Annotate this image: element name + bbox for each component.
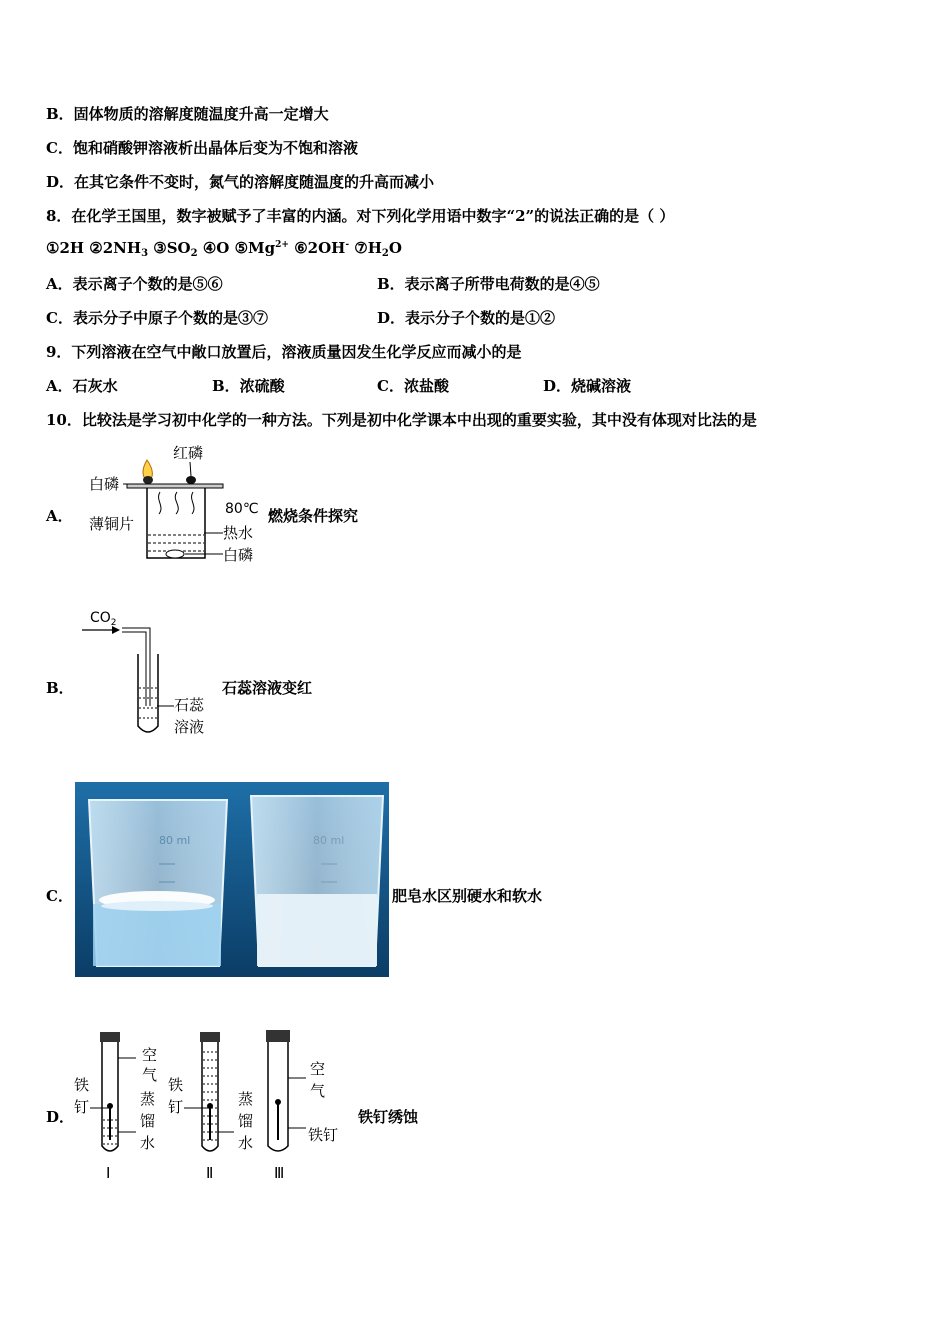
air-1-label-a: 空 (142, 1046, 158, 1064)
question-9-option-d: D．烧碱溶液 (543, 377, 632, 395)
iron-nail-3-label: 铁钉 (308, 1126, 339, 1144)
distilled-water-2-label-c: 水 (238, 1134, 254, 1152)
beaker-a (147, 488, 205, 558)
iron-nail-2-label-b: 钉 (168, 1098, 184, 1116)
stopper-1 (100, 1032, 120, 1042)
question-9-option-a: A．石灰水 (46, 377, 118, 395)
stopper-3 (266, 1030, 290, 1042)
air-3-label-a: 空 (310, 1060, 326, 1078)
combustion-apparatus-figure (85, 440, 265, 568)
temperature-label: 80℃ (225, 501, 259, 517)
air-3-label-b: 气 (310, 1082, 326, 1100)
question-10-stem: 10．比较法是学习初中化学的一种方法。下列是初中化学课本中出现的重要实验，其中没有体现对比法的是 (46, 411, 757, 429)
question-8-option-a: A．表示离子个数的是⑤⑥ (46, 275, 223, 293)
question-10-caption-d: 铁钉绣蚀 (358, 1108, 419, 1126)
question-10-caption-b: 石蕊溶液变红 (222, 679, 313, 697)
question-8-option-b: B．表示离子所带电荷数的是④⑤ (377, 275, 600, 293)
tube-label-1: Ⅰ (106, 1164, 111, 1182)
copper-plate-label: 薄铜片 (89, 515, 135, 533)
distilled-water-1-label-b: 馏 (140, 1112, 156, 1130)
co2-label: $CO_2$ (90, 610, 117, 628)
distilled-water-2-label-a: 蒸 (238, 1090, 254, 1108)
iron-nail-2-label-a: 铁 (168, 1076, 184, 1094)
water-right (257, 894, 377, 966)
iron-nail-1-label-a: 铁 (74, 1076, 90, 1094)
scale-right: 80 ml (313, 834, 345, 847)
question-8-option-d: D．表示分子个数的是①② (377, 309, 556, 327)
question-10-label-c: C． (46, 887, 73, 905)
air-1-label-b: 气 (142, 1066, 158, 1084)
tube-label-3: Ⅲ (274, 1164, 285, 1182)
iron-nail-1-label-b: 钉 (74, 1098, 90, 1116)
question-10-label-b: B． (46, 679, 74, 697)
red-phosphorus-label: 红磷 (173, 444, 204, 462)
question-8-formulas: ①2H $②2NH_3$ $③SO_2$ ④O $⑤Mg^{2+}$ ⑥2OH- $⑦H_2O$ (46, 239, 402, 259)
white-phosphorus-bottom-dot (166, 550, 184, 558)
question-10-caption-c: 肥皂水区别硬水和软水 (392, 887, 543, 905)
question-8-option-c: C．表示分子中原子个数的是③⑦ (46, 309, 268, 327)
option-c-kno3-crystal: C．饱和硝酸钾溶液析出晶体后变为不饱和溶液 (46, 139, 358, 157)
question-9-stem: 9．下列溶液在空气中敞口放置后，溶液质量因发生化学反应而减小的是 (46, 343, 522, 361)
co2-litmus-figure (80, 606, 220, 741)
white-phosphorus-top-label: 白磷 (89, 475, 120, 493)
litmus-label-1: 石蕊 (174, 696, 205, 714)
litmus-label-2: 溶液 (174, 718, 205, 736)
question-9-option-b: B．浓硫酸 (212, 377, 285, 395)
question-10-caption-a: 燃烧条件探究 (268, 507, 359, 525)
distilled-water-1-label-a: 蒸 (140, 1090, 156, 1108)
white-phosphorus-top-dot (143, 476, 153, 484)
option-d-nitrogen-solubility: D．在其它条件不变时，氮气的溶解度随温度的升高而减小 (46, 173, 435, 191)
question-10-label-d: D． (46, 1108, 75, 1126)
question-9-option-c: C．浓盐酸 (377, 377, 449, 395)
white-phosphorus-bottom-label: 白磷 (223, 546, 254, 564)
distilled-water-2-label-b: 馏 (238, 1112, 254, 1130)
red-phosphorus-dot (186, 476, 196, 484)
option-b-solid-solubility: B．固体物质的溶解度随温度升高一定增大 (46, 105, 329, 123)
copper-plate (127, 484, 223, 488)
test-tube-b (138, 654, 158, 732)
stopper-2 (200, 1032, 220, 1042)
question-8-stem: 8．在化学王国里，数字被赋予了丰富的内涵。对下列化学用语中数字“2”的说法正确的是（ ） (46, 207, 675, 225)
iron-nail-rusting-figure (70, 1028, 360, 1188)
water-left (93, 904, 221, 966)
hot-water-label: 热水 (223, 524, 254, 542)
scale-left: 80 ml (159, 834, 191, 847)
tube-label-2: Ⅱ (206, 1164, 214, 1182)
soap-water-beakers-photo (75, 782, 389, 977)
question-10-label-a: A． (46, 507, 73, 525)
distilled-water-1-label-c: 水 (140, 1134, 156, 1152)
